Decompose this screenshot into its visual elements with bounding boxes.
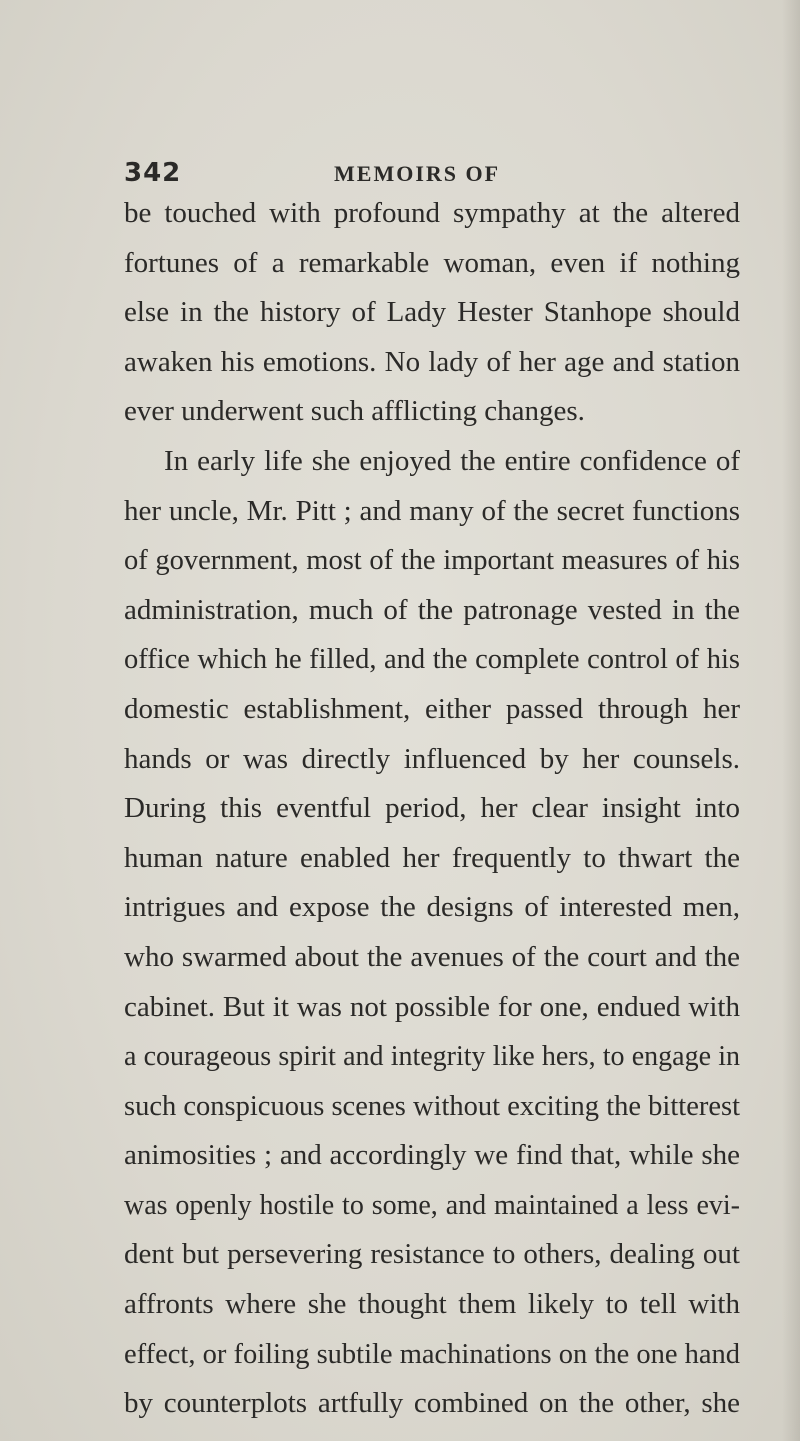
text-line: else in the history of Lady Hester Stanhope should (124, 296, 740, 329)
text-line: affronts where she thought them likely to tell with (124, 1288, 740, 1321)
text-line: domestic establishment, either passed through her (124, 692, 740, 725)
text-line: such conspicuous scenes without exciting the bitterest (124, 1090, 740, 1122)
text-line: cabinet. But it was not possible for one, endued with (124, 990, 740, 1023)
page-edge-shadow (782, 0, 800, 1441)
text-line: be touched with profound sympathy at the altered (124, 197, 740, 229)
text-line: a courageous spirit and integrity like hers, to engage in (124, 1041, 740, 1073)
paragraph-end-line: ever underwent such afflicting changes. (124, 395, 585, 428)
text-line: dent but persevering resistance to others, dealing out (124, 1238, 740, 1271)
page-number: 342 (124, 158, 182, 188)
text-line: During this eventful period, her clear insight into (124, 792, 740, 825)
paragraph-start-line: In early life she enjoyed the entire confidence of (164, 444, 740, 477)
text-line: intrigues and expose the designs of interested men, (124, 891, 740, 924)
text-line: awaken his emotions. No lady of her age and station (124, 345, 740, 378)
text-line: office which he filled, and the complete control of his (124, 644, 740, 676)
text-line: fortunes of a remarkable woman, even if nothing (124, 246, 740, 279)
text-line: who swarmed about the avenues of the court and the (124, 940, 740, 973)
text-line: her uncle, Mr. Pitt ; and many of the secret functions (124, 494, 740, 527)
running-head-title: MEMOIRS OF (334, 161, 501, 186)
text-line: human nature enabled her frequently to thwart the (124, 841, 740, 874)
text-line: by counterplots artfully combined on the other, she (124, 1387, 740, 1420)
text-line: was openly hostile to some, and maintained a less evi- (124, 1189, 740, 1221)
text-line: hands or was directly influenced by her counsels. (124, 742, 740, 775)
body-text (124, 189, 740, 1429)
text-line: effect, or foiling subtile machinations on the one hand (124, 1338, 740, 1370)
text-line: animosities ; and accordingly we find that, while she (124, 1139, 740, 1172)
text-line: of government, most of the important measures of his (124, 545, 740, 577)
text-line: administration, much of the patronage vested in the (124, 593, 740, 626)
